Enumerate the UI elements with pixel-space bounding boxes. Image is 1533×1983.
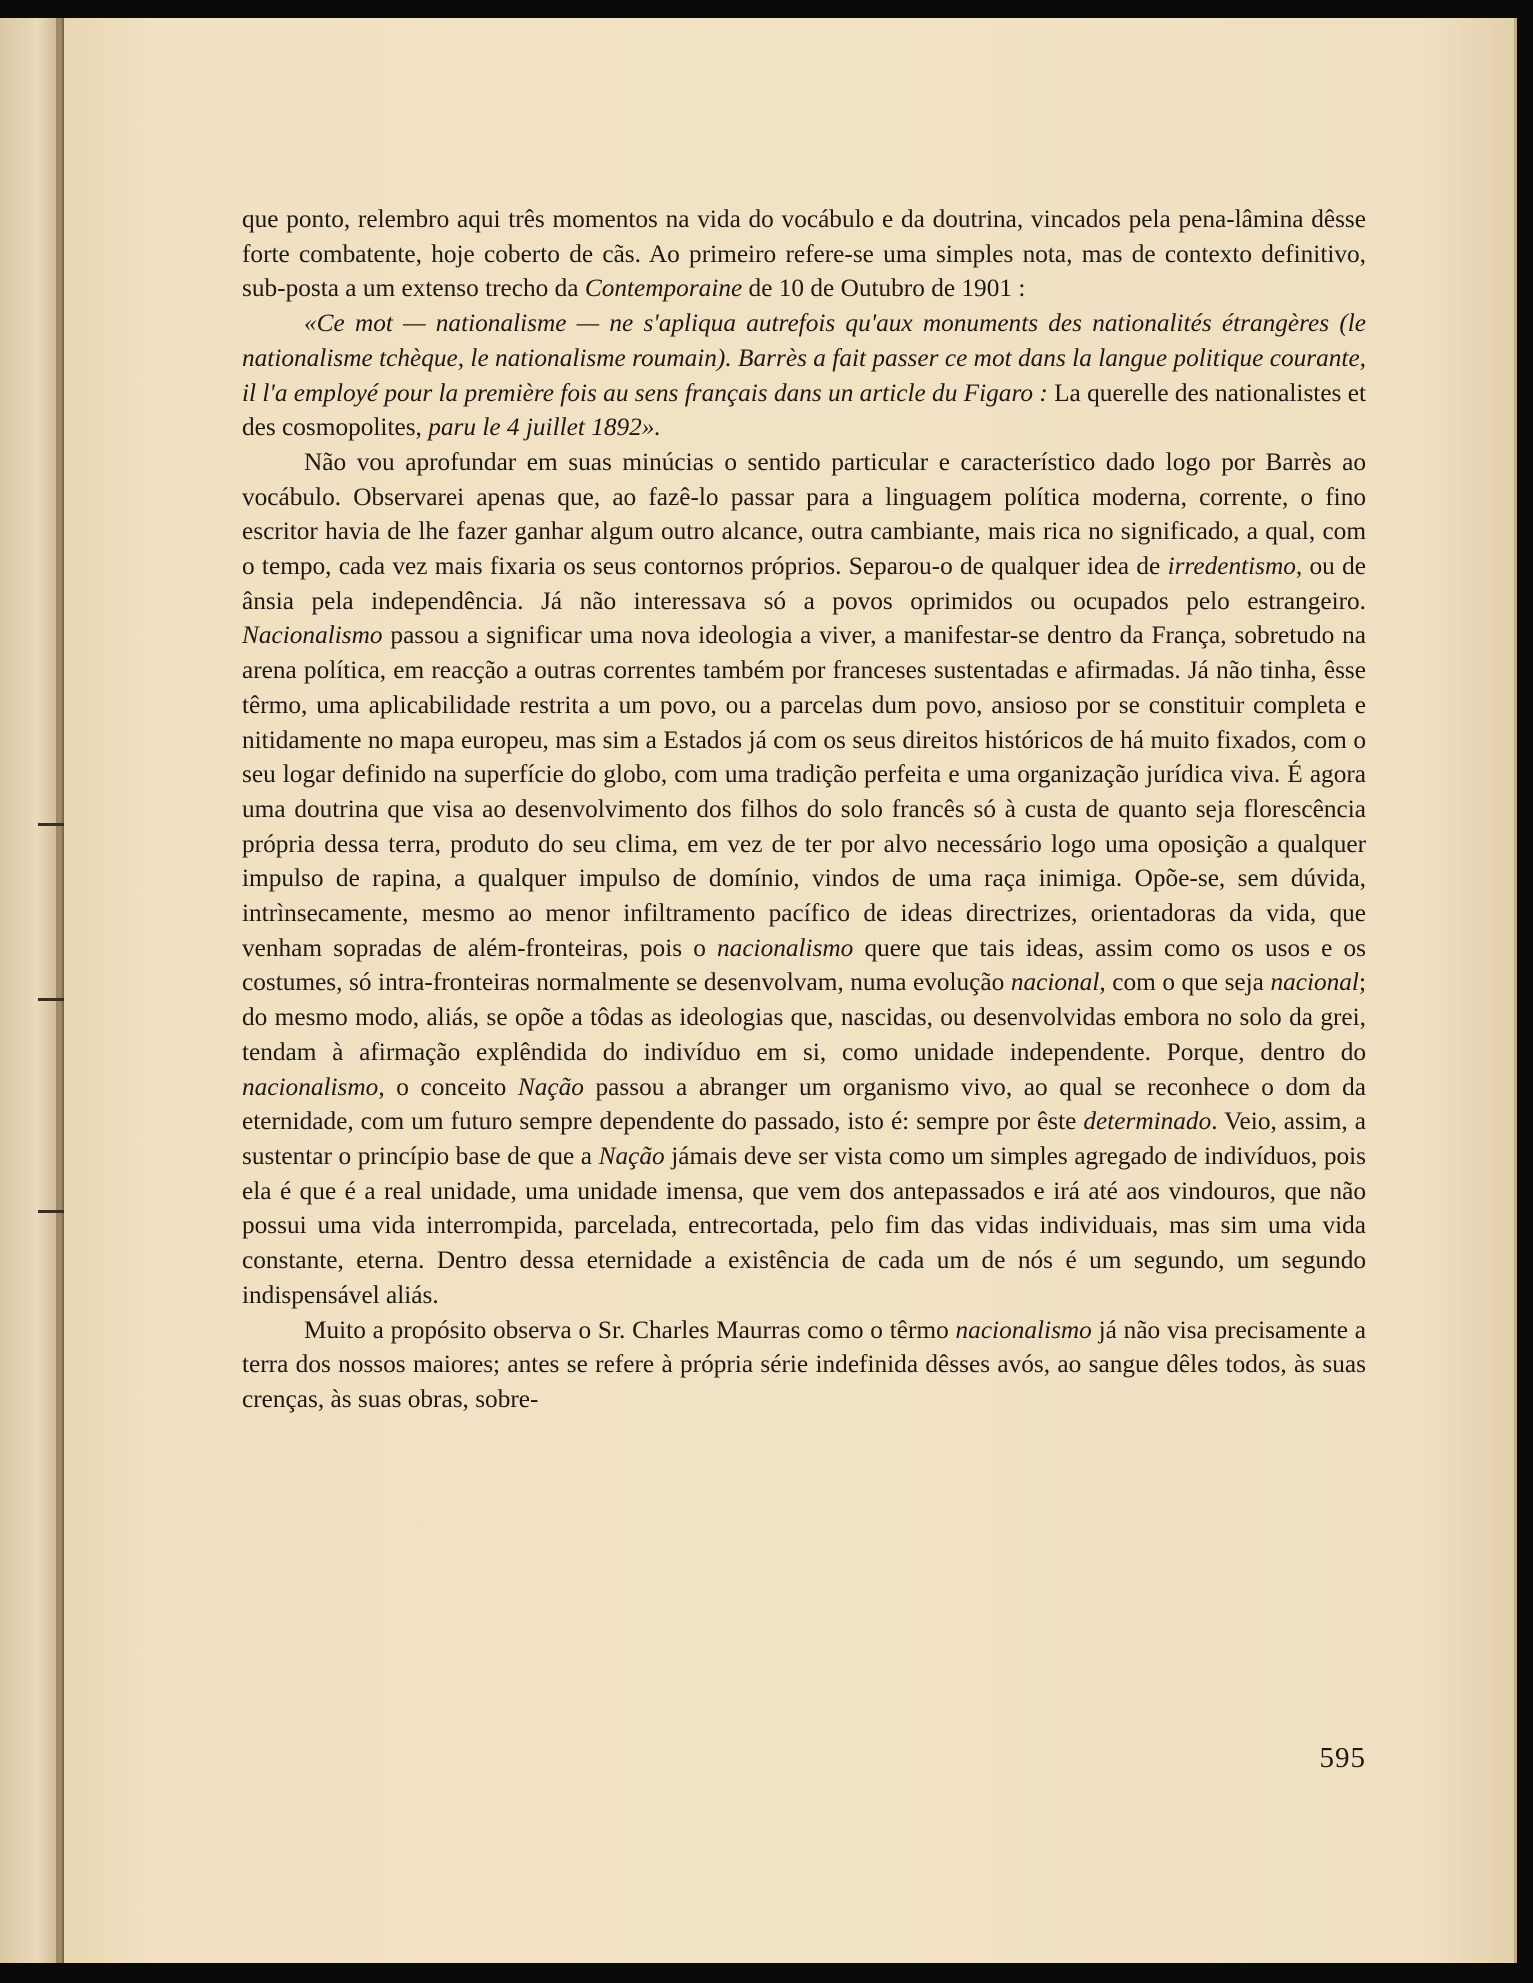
article-title: La querelle des nationalistes et des cosmopolites, [242, 378, 1366, 442]
page-number: 595 [1319, 1742, 1366, 1774]
italic-quote: paru le 4 juillet 1892». [428, 413, 661, 442]
italic-term: determinado [1083, 1107, 1212, 1136]
text-run: passou a significar uma nova ideologia a viver, a manifestar-se dentro da França, sobretudo na arena política, em reacção a outras correntes também por franceses sustentadas e afirmadas. Já não tinha, êsse têrmo, uma aplicabilidade restrita a um povo, ou a parcelas dum povo, ansioso por se constituir completa e nitidamente no mapa europeu, mas sim a Estados já com os seus direitos históricos de há muito fixados, com o seu logar definido na superfície do globo, com uma tradição perfeita e uma organização jurídica viva. É agora uma doutrina que visa ao desenvolvimento dos filhos do solo francês só à custa de quanto seja florescência própria dessa terra, produto do seu clima, em vez de ter por alvo necessário logo uma oposição a qualquer impulso de rapina, a qualquer impulso de domínio, vindos de uma raça inimiga. Opõe-se, sem dúvida, intrìnsecamente, mesmo ao menor infiltramento pacífico de ideas directrizes, orientadoras da vida, que venham sopradas de além-fronteiras, pois o [242, 621, 1366, 962]
left-page-edge [0, 18, 64, 1963]
italic-term: Nação [517, 1072, 584, 1101]
text-run: já não visa precisamente a terra dos nossos maiores; antes se refere à própria série indefinida dêsses avós, ao sangue dêles todos, às suas crenças, às suas obras, sobre- [242, 1315, 1366, 1413]
text-run: jámais deve ser vista como um simples agregado de indivíduos, pois ela é que é a real unidade, uma unidade imensa, que vem dos antepassados e irá até aos vindouros, que não possui uma vida interrompida, parcelada, entrecortada, pelo fim das vidas individuais, mas sim uma vida constante, eterna. Dentro dessa eternidade a existência de cada um de nós é um segundo, um segundo indispensável aliás. [242, 1141, 1366, 1309]
italic-quote: «Ce mot — nationalisme — ne s'apliqua autrefois qu'aux monuments des nationalités étrangères (le nationalisme tchèque, le nationalisme roumain). Barrès a fait passer ce mot dans la langue politique courante, il l'a employé pour la première fois au sens français dans un article du Figaro : [242, 309, 1366, 407]
italic-term: nacionalismo [242, 1072, 379, 1101]
text-run: que ponto, relembro aqui três momentos na vida do vocábulo e da doutrina, vincados pela pena-lâmina dêsse forte combatente, hoje coberto de cãs. Ao primeiro refere-se uma simples nota, mas de contexto definitivo, sub-posta a um extenso trecho da [242, 205, 1366, 303]
quotation-paragraph [242, 306, 1366, 445]
italic-term: nacionalismo [717, 933, 854, 962]
text-run: , com o que seja [1099, 968, 1271, 997]
text-run: Muito a propósito observa o Sr. Charles Maurras como o têrmo [304, 1315, 956, 1344]
text-run: de 10 de Outubro de 1901 : [742, 274, 1026, 303]
text-run: quere que tais ideas, assim como os usos e os costumes, só intra-fronteiras normalmente se desenvolvam, numa evolução [242, 933, 1366, 997]
italic-term: Nação [598, 1141, 665, 1170]
italic-term: irredentismo [1167, 552, 1296, 581]
text-run: passou a abranger um organismo vivo, ao qual se reconhece o dom da eternidade, com um futuro sempre dependente do passado, isto é: sempre por êste [242, 1072, 1366, 1136]
italic-term: nacional [1010, 968, 1100, 997]
text-run: , o conceito [378, 1072, 518, 1101]
text-run: , ou de ânsia pela independência. Já não interessava só a povos oprimidos ou ocupados pelo estrangeiro. [242, 552, 1366, 615]
italic-term: nacionalismo [955, 1315, 1092, 1344]
body-text [242, 202, 1366, 1417]
paragraph-2 [242, 445, 1366, 1313]
text-run: . Veio, assim, a sustentar o princípio base de que a [242, 1107, 1366, 1170]
binding-edge [56, 18, 62, 1963]
paragraph-1 [242, 202, 1366, 306]
italic-title: Contemporaine [584, 274, 743, 303]
paragraph-3 [242, 1313, 1366, 1417]
book-page [64, 18, 1517, 1963]
text-run: ; do mesmo modo, aliás, se opõe a tôdas as ideologias que, nascidas, ou desenvolvidas embora no solo da grei, tendam à afirmação explêndida do indivíduo em si, como unidade independente. Porque, dentro do [242, 968, 1366, 1066]
italic-term: nacional [1270, 968, 1359, 997]
italic-term: Nacionalismo [242, 621, 383, 650]
text-run: Não vou aprofundar em suas minúcias o sentido particular e característico dado logo por Barrès ao vocábulo. Observarei apenas que, ao fazê-lo passar para a linguagem política moderna, corrente, o fino escritor havia de lhe fazer ganhar algum outro alcance, outra cambiante, mais rica no significado, a qual, com o tempo, cada vez mais fixaria os seus contornos próprios. Separou-o de qualquer idea de [242, 447, 1366, 581]
